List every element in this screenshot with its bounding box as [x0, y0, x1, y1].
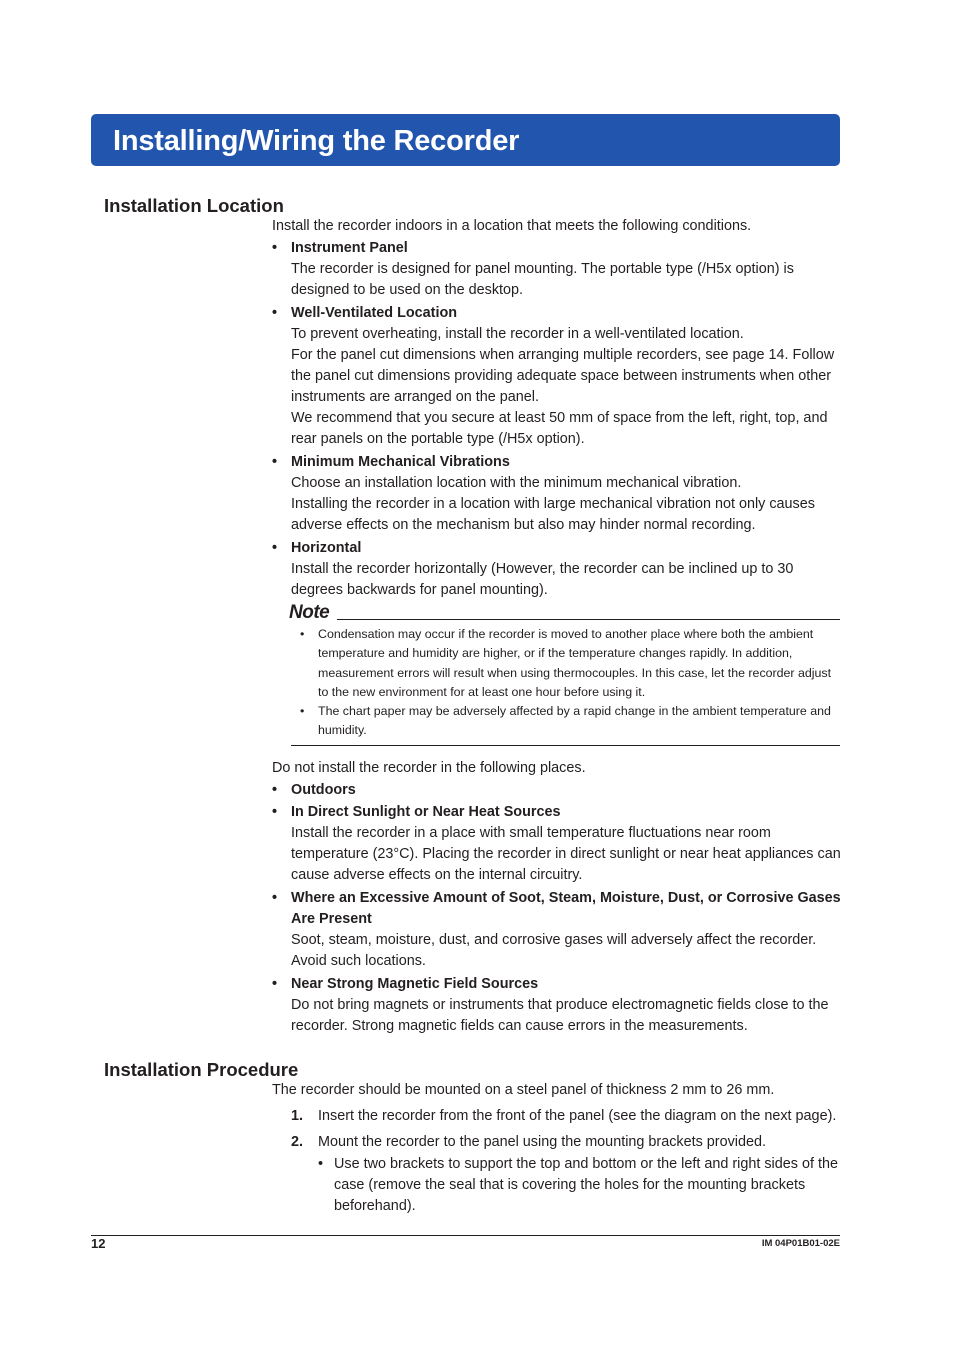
procedure-step [272, 1106, 844, 1127]
bullet-title: Minimum Mechanical Vibrations [291, 454, 510, 470]
avoid-list [272, 780, 844, 1037]
note-label: Note [289, 602, 330, 623]
bullet-item [272, 238, 844, 301]
bullet-paragraph: To prevent overheating, install the recorder in a well-ventilated location. [291, 326, 744, 342]
bullet-title: In Direct Sunlight or Near Heat Sources [291, 804, 561, 820]
bullet-paragraph: We recommend that you secure at least 50 mm of space from the left, right, top, and rear panels on the portable type (/H5x option). [291, 410, 828, 447]
bullet-title: Near Strong Magnetic Field Sources [291, 976, 539, 992]
bullet-dot: • [272, 804, 278, 820]
bullet-body [291, 259, 844, 301]
bullet-item [272, 538, 844, 601]
note-top-rule [337, 619, 840, 620]
bullet-item [272, 974, 844, 1037]
bullet-body [291, 930, 844, 972]
step-text: Mount the recorder to the panel using the mounting brackets provided. [318, 1134, 766, 1150]
section-heading-installation-location: Installation Location [104, 195, 284, 216]
bullet-dot: • [272, 976, 278, 992]
procedure-intro: The recorder should be mounted on a steel panel of thickness 2 mm to 26 mm. [272, 1082, 775, 1098]
bullet-dot: • [272, 240, 278, 256]
bullet-title: Well-Ventilated Location [291, 305, 458, 321]
note-text: The chart paper may be adversely affected by a rapid change in the ambient temperature and humidity. [318, 704, 831, 738]
bullet-dot: • [272, 540, 278, 556]
bullet-item [272, 780, 844, 801]
note-item [291, 625, 840, 702]
bullet-item [272, 303, 844, 450]
page-number: 12 [91, 1236, 106, 1251]
bullet-body [291, 473, 844, 536]
bullet-item [272, 802, 844, 886]
bullet-dot: • [272, 454, 278, 470]
avoid-intro: Do not install the recorder in the following places. [272, 760, 586, 776]
footer-rule [91, 1235, 840, 1236]
bullet-paragraph: Installing the recorder in a location with large mechanical vibration not only causes adverse effects on the mechanism but also may hinder normal recording. [291, 496, 815, 533]
bullet-dot: • [272, 890, 278, 906]
section-heading-installation-procedure: Installation Procedure [104, 1059, 299, 1080]
procedure-steps [272, 1106, 844, 1217]
bullet-title: Where an Excessive Amount of Soot, Steam, Moisture, Dust, or Corrosive Gases Are Present [291, 890, 841, 927]
bullet-body [291, 324, 844, 450]
note-items [291, 625, 840, 741]
bullet-item [272, 888, 844, 972]
bullet-paragraph: Soot, steam, moisture, dust, and corrosive gases will adversely affect the recorder. Avoid such locations. [291, 932, 817, 969]
bullet-title: Outdoors [291, 782, 356, 798]
note-bottom-rule [291, 745, 840, 746]
procedure-step [272, 1132, 844, 1217]
sub-text: Use two brackets to support the top and bottom or the left and right sides of the case (remove the seal that is covering the holes for the mounting brackets beforehand). [334, 1156, 838, 1214]
step-number: 2. [291, 1134, 304, 1150]
step-text: Insert the recorder from the front of the panel (see the diagram on the next page). [318, 1108, 837, 1124]
bullet-title: Instrument Panel [291, 240, 408, 256]
bullet-paragraph: For the panel cut dimensions when arranging multiple recorders, see page 14. Follow the panel cut dimensions providing adequate space between instruments when other instruments are arranged on the panel. [291, 347, 835, 405]
bullet-paragraph: Choose an installation location with the minimum mechanical vibration. [291, 475, 742, 491]
section-intro: Install the recorder indoors in a location that meets the following conditions. [272, 218, 752, 234]
bullet-body [291, 559, 844, 601]
sub-bullet: • [318, 1156, 324, 1172]
note-box [291, 604, 840, 746]
bullet-dot: • [272, 782, 278, 798]
bullet-body [291, 995, 844, 1037]
avoid-locations [272, 758, 844, 1037]
step-sub-item [318, 1154, 844, 1217]
bullet-dot: • [272, 305, 278, 321]
bullet-paragraph: Do not bring magnets or instruments that produce electromagnetic fields close to the recorder. Strong magnetic fields can cause errors in the measurements. [291, 997, 829, 1034]
note-bullet: • [300, 704, 305, 719]
condition-list [272, 238, 844, 601]
note-item [291, 702, 840, 741]
installation-procedure [272, 1080, 844, 1217]
bullet-paragraph: The recorder is designed for panel mounting. The portable type (/H5x option) is designed to be used on the desktop. [291, 261, 794, 298]
bullet-title: Horizontal [291, 540, 362, 556]
document-id: IM 04P01B01-02E [761, 1238, 840, 1249]
note-text: Condensation may occur if the recorder is moved to another place where both the ambient temperature and humidity are higher, or if the temperature changes rapidly. In addition, measurement errors will result when using thermocouples. In this case, let the recorder adjust to the new environment for at least one hour before using it. [318, 627, 832, 699]
chapter-banner [91, 114, 840, 166]
chapter-title: Installing/Wiring the Recorder [113, 125, 520, 157]
installation-location-conditions [272, 216, 844, 601]
note-header [291, 604, 840, 624]
bullet-item [272, 452, 844, 536]
note-bullet: • [300, 627, 305, 641]
bullet-body [291, 823, 844, 886]
bullet-paragraph: Install the recorder in a place with small temperature fluctuations near room temperature (23°C). Placing the recorder in direct sunlight or near heat appliances can cause adverse effects on the internal circuitry. [291, 825, 841, 883]
step-number: 1. [291, 1108, 304, 1124]
bullet-paragraph: Install the recorder horizontally (However, the recorder can be inclined up to 30 degrees backwards for panel mounting). [291, 561, 794, 598]
